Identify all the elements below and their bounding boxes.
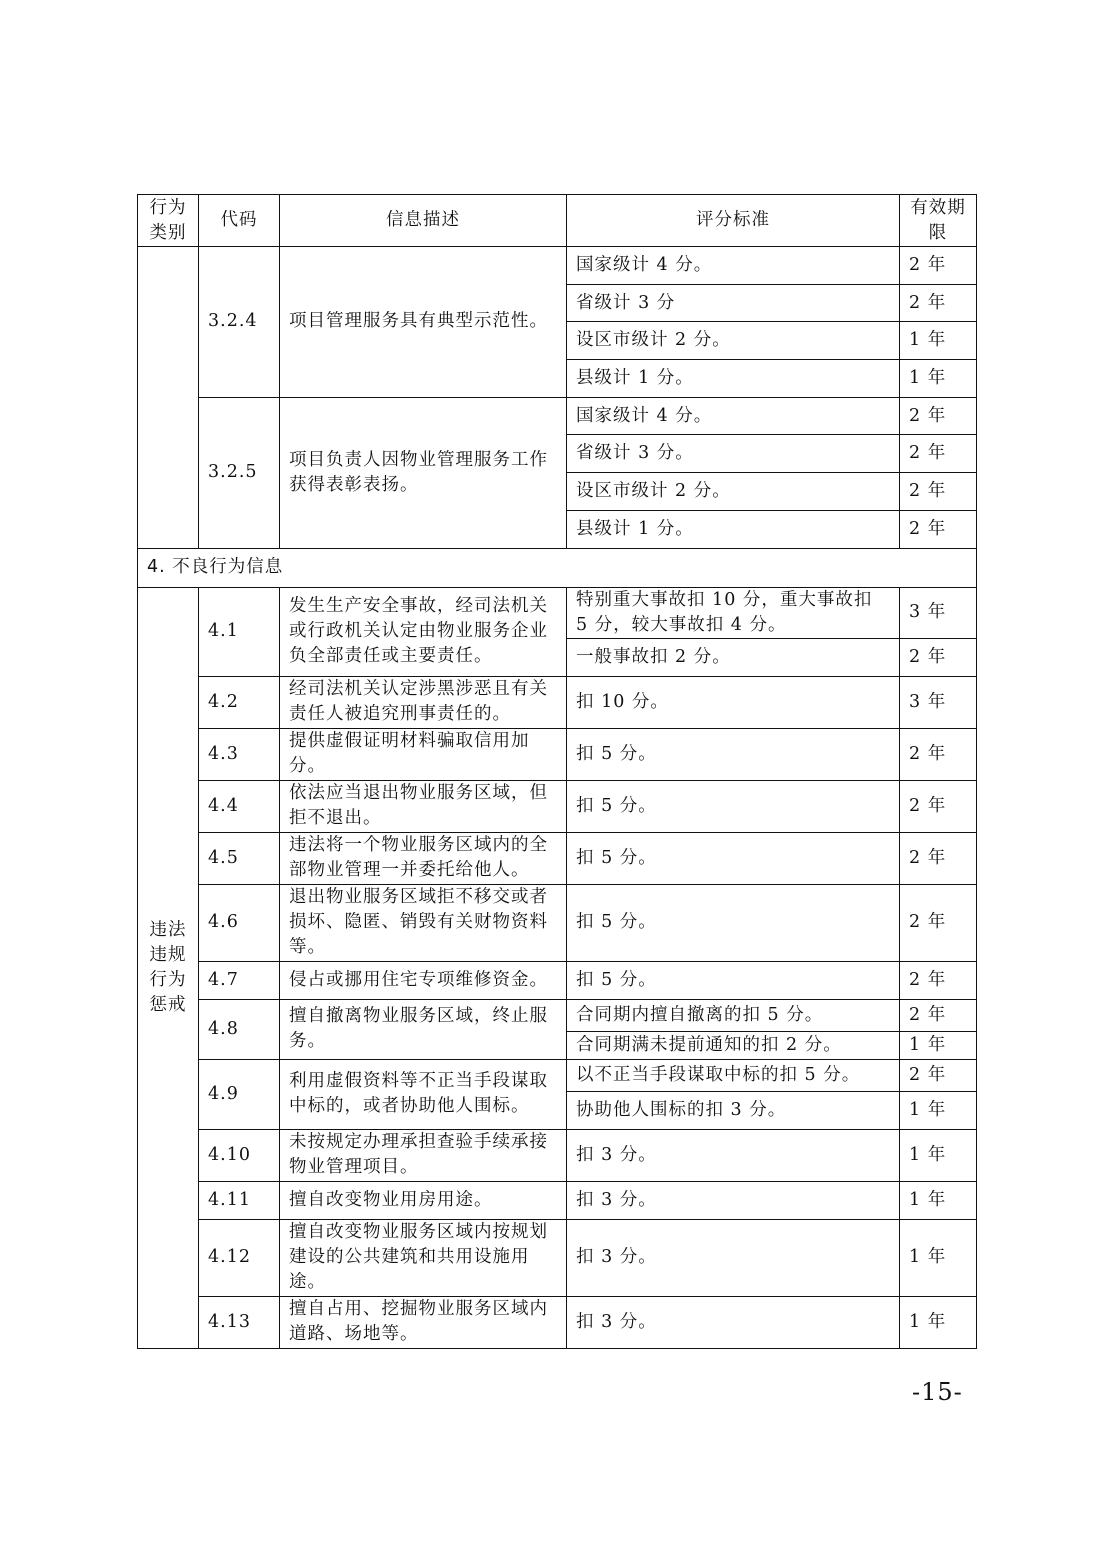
page-number: -15- [912,1378,963,1406]
criteria-cell: 国家级计 4 分。 [567,247,900,285]
period-cell: 2 年 [900,510,977,548]
criteria-cell: 扣 3 分。 [567,1219,900,1296]
table-row [138,247,977,285]
item-description: 擅自占用、挖掘物业服务区域内道路、场地等。 [280,1296,567,1348]
criteria-cell: 协助他人围标的扣 3 分。 [567,1091,900,1129]
period-cell: 2 年 [900,961,977,999]
criteria-cell: 扣 5 分。 [567,884,900,961]
criteria-cell: 扣 10 分。 [567,676,900,728]
period-cell: 1 年 [900,1296,977,1348]
criteria-cell: 合同期内擅自撤离的扣 5 分。 [567,999,900,1031]
period-cell: 2 年 [900,435,977,473]
period-cell: 1 年 [900,322,977,360]
criteria-cell: 扣 5 分。 [567,832,900,884]
item-description: 项目负责人因物业管理服务工作获得表彰表扬。 [280,397,567,548]
item-code: 4.3 [199,728,280,780]
criteria-cell: 扣 5 分。 [567,728,900,780]
credit-scoring-table [137,194,977,1349]
criteria-cell: 国家级计 4 分。 [567,397,900,435]
violation-category: 违法违规行为惩戒 [138,587,199,1348]
item-description: 擅自撤离物业服务区域，终止服务。 [280,999,567,1059]
table-row [138,1059,977,1091]
criteria-cell: 扣 3 分。 [567,1181,900,1219]
table-row [138,397,977,435]
table-row [138,1129,977,1181]
item-code: 4.11 [199,1181,280,1219]
period-cell: 2 年 [900,1059,977,1091]
table-row [138,676,977,728]
item-code: 4.4 [199,780,280,832]
criteria-cell: 省级计 3 分。 [567,435,900,473]
item-description: 擅自改变物业服务区域内按规划建设的公共建筑和共用设施用途。 [280,1219,567,1296]
period-cell: 1 年 [900,1219,977,1296]
item-code: 4.13 [199,1296,280,1348]
item-code: 3.2.5 [199,397,280,548]
criteria-cell: 设区市级计 2 分。 [567,322,900,360]
period-cell: 2 年 [900,780,977,832]
table-row [138,999,977,1031]
period-cell: 3 年 [900,587,977,638]
header-description: 信息描述 [280,195,567,247]
header-row [138,195,977,247]
item-code: 4.12 [199,1219,280,1296]
item-description: 擅自改变物业用房用途。 [280,1181,567,1219]
period-cell: 2 年 [900,397,977,435]
item-description: 提供虚假证明材料骗取信用加分。 [280,728,567,780]
period-cell: 2 年 [900,884,977,961]
item-description: 未按规定办理承担查验手续承接物业管理项目。 [280,1129,567,1181]
period-cell: 1 年 [900,1091,977,1129]
table-row [138,1219,977,1296]
table-row [138,728,977,780]
criteria-cell: 一般事故扣 2 分。 [567,638,900,676]
criteria-cell: 省级计 3 分 [567,284,900,322]
section-row [138,548,977,587]
criteria-cell: 扣 5 分。 [567,780,900,832]
item-code: 4.2 [199,676,280,728]
item-code: 4.8 [199,999,280,1059]
item-description: 依法应当退出物业服务区域，但拒不退出。 [280,780,567,832]
period-cell: 3 年 [900,676,977,728]
item-code: 4.9 [199,1059,280,1129]
item-description: 项目管理服务具有典型示范性。 [280,247,567,398]
category-cell [138,247,199,549]
period-cell: 2 年 [900,999,977,1031]
item-description: 退出物业服务区域拒不移交或者损坏、隐匿、销毁有关财物资料等。 [280,884,567,961]
item-code: 4.5 [199,832,280,884]
criteria-cell: 设区市级计 2 分。 [567,473,900,511]
item-code: 4.7 [199,961,280,999]
table-row [138,780,977,832]
item-code: 4.1 [199,587,280,676]
table-row [138,961,977,999]
period-cell: 2 年 [900,473,977,511]
criteria-cell: 县级计 1 分。 [567,510,900,548]
table-row [138,1296,977,1348]
table-row [138,1181,977,1219]
header-criteria: 评分标准 [567,195,900,247]
criteria-cell: 合同期满未提前通知的扣 2 分。 [567,1031,900,1059]
period-cell: 2 年 [900,728,977,780]
header-category: 行为类别 [138,195,199,247]
criteria-cell: 扣 3 分。 [567,1296,900,1348]
item-description: 发生生产安全事故，经司法机关或行政机关认定由物业服务企业负全部责任或主要责任。 [280,587,567,676]
criteria-cell: 扣 3 分。 [567,1129,900,1181]
header-validity: 有效期限 [900,195,977,247]
header-code: 代码 [199,195,280,247]
criteria-cell: 扣 5 分。 [567,961,900,999]
item-description: 经司法机关认定涉黑涉恶且有关责任人被追究刑事责任的。 [280,676,567,728]
table-row [138,884,977,961]
period-cell: 2 年 [900,832,977,884]
period-cell: 1 年 [900,1181,977,1219]
period-cell: 1 年 [900,360,977,398]
item-code: 3.2.4 [199,247,280,398]
period-cell: 2 年 [900,247,977,285]
criteria-cell: 特别重大事故扣 10 分，重大事故扣 5 分，较大事故扣 4 分。 [567,587,900,638]
section-title: 4. 不良行为信息 [138,548,977,587]
item-description: 侵占或挪用住宅专项维修资金。 [280,961,567,999]
period-cell: 2 年 [900,284,977,322]
table-row [138,587,977,638]
item-code: 4.6 [199,884,280,961]
period-cell: 2 年 [900,638,977,676]
criteria-cell: 以不正当手段谋取中标的扣 5 分。 [567,1059,900,1091]
period-cell: 1 年 [900,1129,977,1181]
item-description: 违法将一个物业服务区域内的全部物业管理一并委托给他人。 [280,832,567,884]
period-cell: 1 年 [900,1031,977,1059]
criteria-cell: 县级计 1 分。 [567,360,900,398]
table-row [138,832,977,884]
item-code: 4.10 [199,1129,280,1181]
item-description: 利用虚假资料等不正当手段谋取中标的，或者协助他人围标。 [280,1059,567,1129]
